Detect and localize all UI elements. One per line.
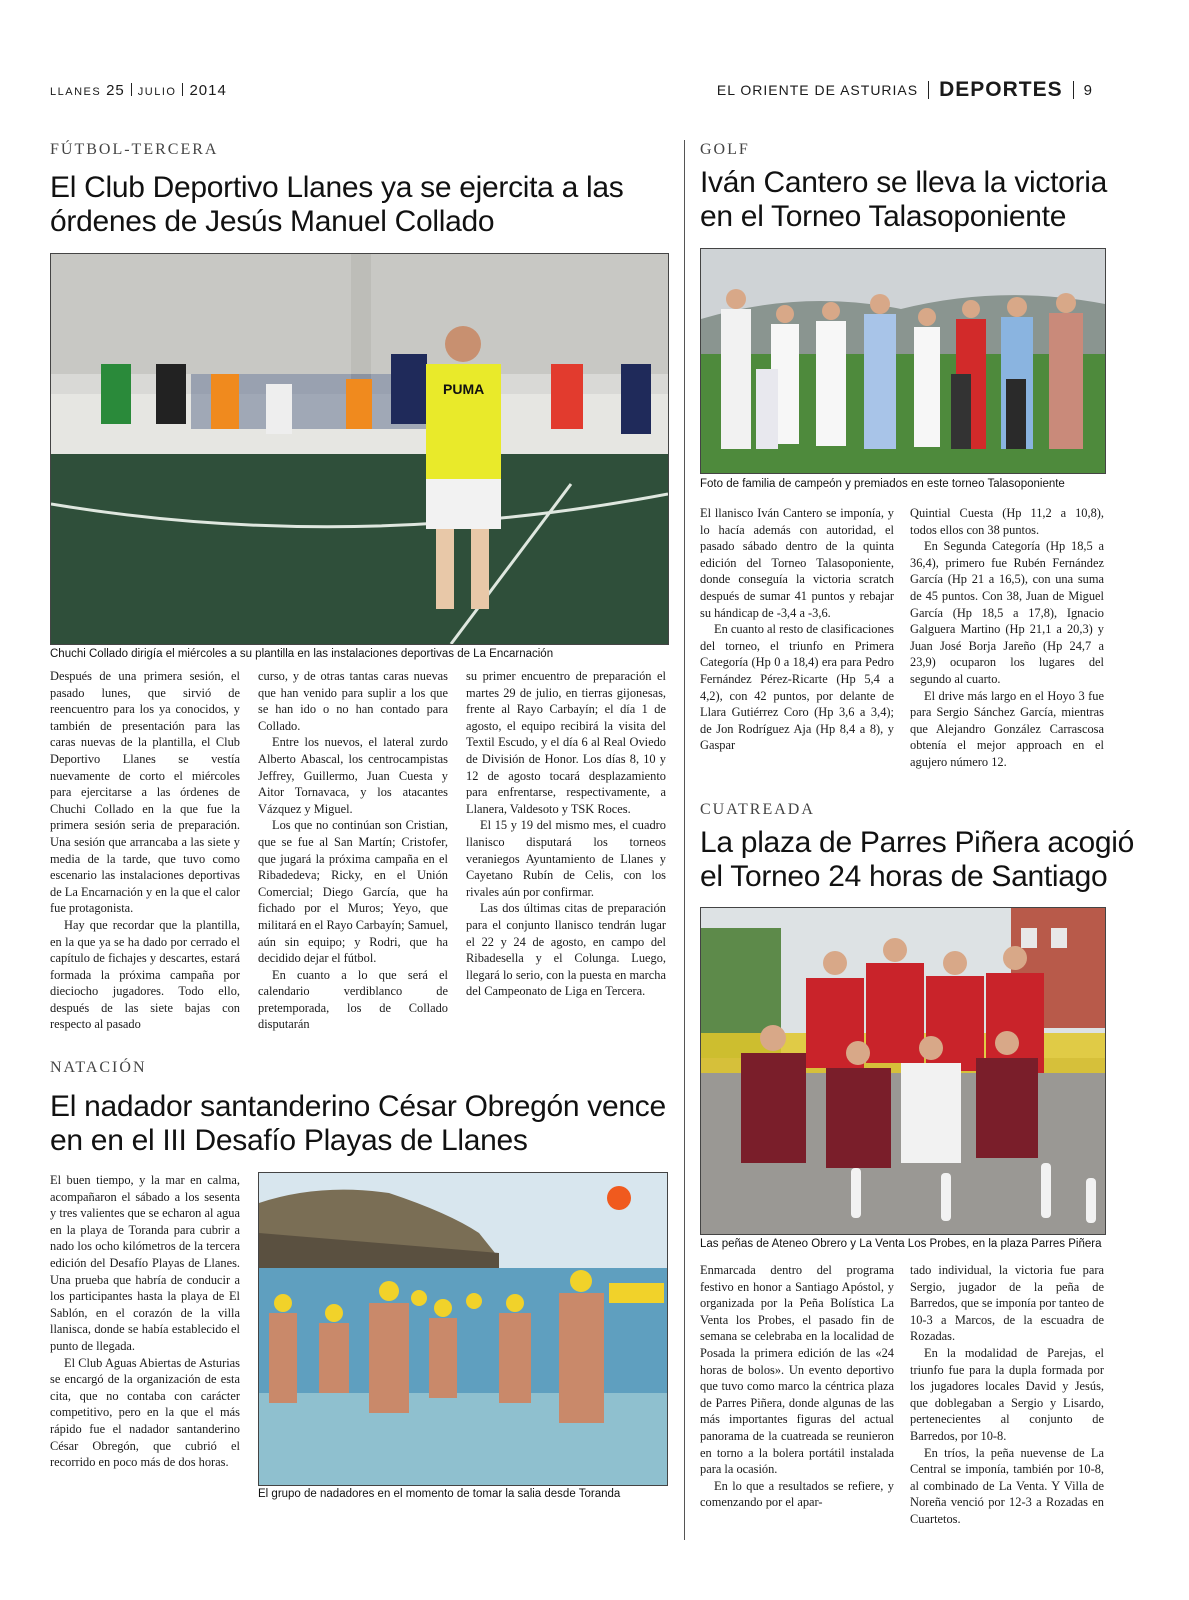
- golf-col1: [700, 505, 894, 754]
- header-section-name: DEPORTES: [939, 78, 1063, 101]
- futbol-col1: [50, 668, 240, 1033]
- paragraph: Enmarcada dentro del programa festivo en honor a Santiago Apóstol, y organizada por la Peña Bolística La Venta los Probes, el pasado fin de semana se celebraba en la localidad de Posada la primera edición de las «24 horas de bolos». Un evento deportivo que tuvo como marco la céntrica plaza de Parres Piñera, donde algunas de las más importantes figuras del actual panorama de la cuatreada se reunieron en torno a la bolera portátil instalada para la ocasión.: [700, 1263, 894, 1477]
- paragraph: Hay que recordar que la plantilla, en la que ya se ha dado por cerrado el capítulo de fichajes y descartes, estará formada la próxima campaña por dieciocho jugadores. Todo ello, después de las siete bajas con respecto al pasado: [50, 917, 240, 1032]
- paragraph: En cuanto al resto de clasificaciones del torneo, el triunfo en Primera Categoría (Hp 0 a 18,4) era para Pedro Fernández Pérez-Ricarte (Hp 5,4 a 4,2), con 42 puntos, por delante de Llara Gutiérrez Coro (Hp 3,6 a 3,4); de Jon Rodríguez Aja (Hp 8,4 a 8), y Gaspar: [700, 622, 894, 753]
- paragraph: El 15 y 19 del mismo mes, el cuadro llanisco disputará los torneos veraniegos Ayuntamiento de Llanes y Cayetano Rubín de Celis, con los rivales aún por confirmar.: [466, 818, 666, 899]
- paragraph: En la modalidad de Parejas, el triunfo fue para la dupla formada por los jugadores locales David y Jesús, que doblegaban a Sergio y Lisardo, pertenecientes al conjunto de Barredos, por 10-8.: [910, 1345, 1104, 1443]
- column-divider: [684, 140, 685, 1540]
- natacion-body: [50, 1172, 240, 1471]
- header-day: 25: [106, 82, 125, 99]
- cuatreada-photo: [700, 907, 1106, 1235]
- golf-section-tag: GOLF: [700, 141, 750, 158]
- paragraph: Las dos últimas citas de preparación para el conjunto llanisco tendrán lugar el 22 y 24 de agosto, en campo del Ribadesella y el Colunga. Luego, llegará lo serio, con la puesta en marcha del Campeonato de Liga en Tercera.: [466, 901, 666, 999]
- cuatreada-caption: Las peñas de Ateneo Obrero y La Venta Los Probes, en la plaza Parres Piñera: [700, 1238, 1102, 1250]
- futbol-headline: El Club Deportivo Llanes ya se ejercita a las órdenes de Jesús Manuel Collado: [50, 171, 624, 238]
- futbol-col2: [258, 668, 448, 1033]
- golf-photo: [700, 248, 1106, 474]
- paragraph: En cuanto a lo que será el calendario verdiblanco de pretemporada, los de Collado disputarán: [258, 967, 448, 1032]
- futbol-caption: Chuchi Collado dirigía el miércoles a su plantilla en las instalaciones deportivas de La Encarnación: [50, 648, 554, 660]
- futbol-col3: [466, 668, 666, 1000]
- header-year: 2014: [189, 82, 227, 99]
- paragraph: El drive más largo en el Hoyo 3 fue para Sergio Sánchez García, mientras que Alejandro González Carrascosa obtenía el mejor approach en el agujero número 12.: [910, 688, 1104, 769]
- paragraph: tado individual, la victoria fue para Sergio, jugador de la peña de Barredos, que se imponía por tanteo de 10-3 a Marcos, de la escuadra de Rozadas.: [910, 1263, 1104, 1344]
- natacion-headline: El nadador santanderino César Obregón vence en en el III Desafío Playas de Llanes: [50, 1090, 666, 1157]
- paragraph: Quintial Cuesta (Hp 11,2 a 10,8), todos ellos con 38 puntos.: [910, 506, 1104, 537]
- header-month: JULIO: [137, 86, 177, 98]
- cuatreada-headline: La plaza de Parres Piñera acogió el Torneo 24 horas de Santiago: [700, 826, 1135, 893]
- natacion-section-tag: NATACIÓN: [50, 1059, 147, 1076]
- natacion-caption: El grupo de nadadores en el momento de tomar la salia desde Toranda: [258, 1488, 621, 1500]
- paragraph: Los que no continúan son Cristian, que se fue al San Martín; Cristofer, que jugará la próxima campaña en el Ribadedeva; Ricky, en el Unión Comercial; Diego García, que ha fichado por el Muros; Yeyo, que militará en el Rayo Carbayín; Samuel, aún sin equipo; y Rodri, que ha decidido dejar el fútbol.: [258, 818, 448, 966]
- futbol-section-tag: FÚTBOL-TERCERA: [50, 141, 219, 158]
- cuatreada-section-tag: CUATREADA: [700, 801, 815, 818]
- cuatreada-col1: [700, 1262, 894, 1511]
- futbol-photo: [50, 253, 669, 645]
- header-section: [717, 78, 1093, 102]
- paragraph: En tríos, la peña nuevense de La Central se imponía, también por 10-8, al combinado de La Venta. Y Villa de Noreña venció por 12-3 a Rozadas en Cuartetos.: [910, 1445, 1104, 1526]
- paragraph: El Club Aguas Abiertas de Asturias se encargó de la organización de esta cita, que no contaba con carácter competitivo, pero en la que el más rápido fue el nadador santanderino César Obregón, que cubrió el recorrido en poco más de dos horas.: [50, 1355, 240, 1470]
- paragraph: El buen tiempo, y la mar en calma, acompañaron el sábado a los sesenta y tres valientes que se echaron al agua en la playa de Toranda para cubrir a nado los ocho kilómetros de la tercera edición del Desafío Playas de Llanes. Una prueba que habría de conducir a los participantes hasta la playa de El Sablón, en el corazón de la villa llanisca, donde se había establecido el punto de llegada.: [50, 1173, 240, 1353]
- paragraph: curso, y de otras tantas caras nuevas que han venido para suplir a los que se han ido o no han contado para Collado.: [258, 669, 448, 733]
- golf-col2: [910, 505, 1104, 771]
- cuatreada-col2: [910, 1262, 1104, 1528]
- header-city: LLANES: [50, 86, 102, 98]
- paragraph: Después de una primera sesión, el pasado lunes, que sirvió de reencuentro para los ya conocidos, y también de presentación para las caras nuevas de la plantilla, el Club Deportivo Llanes se vestía nuevamente de corto el miércoles para ejercitarse a las órdenes de Chuchi Collado en la que fue la primera sesión seria de preparación. Una sesión que arrancaba a las siete y media de la tarde, que tuvo como escenario las instalaciones deportivas de La Encarnación y en la que el calor fue protagonista.: [50, 669, 240, 916]
- golf-caption: Foto de familia de campeón y premiados en este torneo Talasoponiente: [700, 478, 1065, 490]
- puma-logo: PUMA: [443, 381, 485, 397]
- paragraph: El llanisco Iván Cantero se imponía, y lo hacía además con autoridad, el pasado sábado dentro de la quinta edición del Torneo Talasoponiente, donde conseguía la victoria scratch después de sumar 41 puntos y rebajar su hándicap de -3,4 a -3,6.: [700, 506, 894, 620]
- header-paper: EL ORIENTE DE ASTURIAS: [716, 82, 919, 98]
- paragraph: En Segunda Categoría (Hp 18,5 a 36,4), primero fue Rubén Fernández García (Hp 21 a 16,5), con una suma de 45 puntos. Con 38, Juan de Miguel García (Hp 18,5 a 17,8), Ignacio Galguera Martino (Hp 21,1 a 20,3) y Juan José Borja Jareño (Hp 24,7 a 23,9) ocuparon los lugares del segundo al cuarto.: [910, 539, 1104, 686]
- golf-headline: Iván Cantero se lleva la victoria en el Torneo Talasoponiente: [700, 166, 1107, 233]
- paragraph: su primer encuentro de preparación el martes 29 de julio, en tierras gijonesas, frente al Rayo Carbayín; el día 1 de agosto, el equipo recibirá la visita del Textil Escudo, y el día 6 al Real Oviedo de División de Honor. Los días 8, 10 y 12 de agosto tocará desplazamiento para enfrentarse, respectivamente, a Llanera, Valdesoto y TSK Roces.: [466, 669, 666, 816]
- paragraph: Entre los nuevos, el lateral zurdo Alberto Abascal, los centrocampistas Jeffrey, Guillermo, Juan Cuesta y Aitor Tornavaca, y los atacantes Vázquez y Miguel.: [258, 735, 448, 816]
- header-dateline: [50, 82, 227, 99]
- natacion-photo: [258, 1172, 668, 1486]
- paragraph: En lo que a resultados se refiere, y comenzando por el apar-: [700, 1478, 894, 1510]
- header-page-number: 9: [1083, 81, 1093, 99]
